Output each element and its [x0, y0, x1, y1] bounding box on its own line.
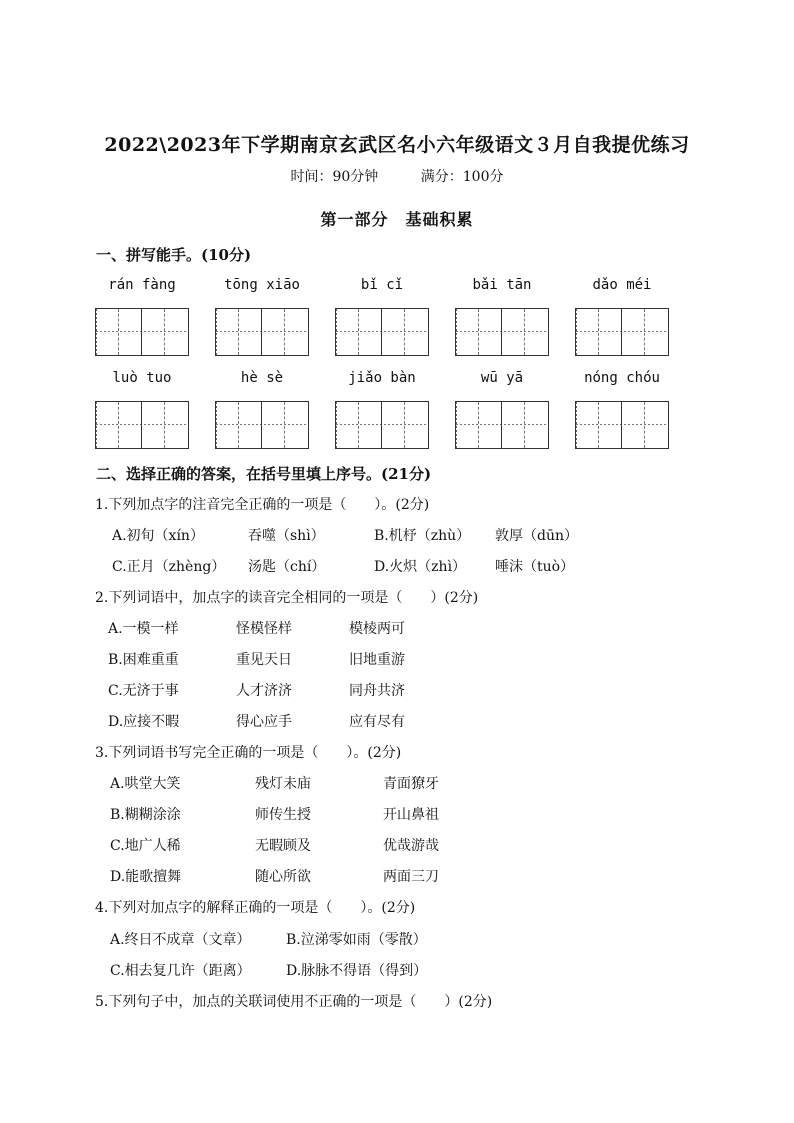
pinyin-label: nóng chóu [584, 370, 660, 386]
question-5: 5.下列句子中，加点的关联词使用不正确的一项是（ ）(2分) [95, 994, 493, 1010]
q1-option-c: C.正月（zhèng） [112, 559, 226, 575]
q1-option-c-word2: 汤匙（chí） [248, 559, 326, 575]
q2-option-a-word3: 模棱两可 [349, 621, 405, 637]
part-title: 第一部分 基础积累 [320, 210, 474, 229]
q3-option-c-word3: 优哉游哉 [383, 838, 439, 854]
writing-grid[interactable] [575, 401, 669, 449]
writing-grid[interactable] [575, 308, 669, 356]
pinyin-label: luò tuo [112, 370, 172, 386]
q3-option-b: B.糊糊涂涂 [110, 807, 181, 823]
q2-option-b-word3: 旧地重游 [349, 652, 405, 668]
pinyin-label: hè sè [240, 370, 284, 386]
q2-option-d-word3: 应有尽有 [349, 714, 405, 730]
q3-option-b-word2: 师传生授 [255, 807, 311, 823]
section2-title: 二、选择正确的答案，在括号里填上序号。(21分) [96, 465, 432, 483]
q1-option-d-word2: 唾沫（tuò） [495, 559, 575, 575]
pinyin-label: dǎo méi [592, 277, 652, 293]
pinyin-label: wū yā [480, 370, 524, 386]
q3-option-d-word3: 两面三刀 [383, 869, 439, 885]
pinyin-label: jiǎo bàn [348, 370, 416, 386]
q3-option-d: D.能歌擅舞 [110, 869, 182, 885]
q1-option-b: B.机杼（zhù） [374, 528, 471, 544]
writing-grid[interactable] [335, 401, 429, 449]
q3-option-c: C.地广人稀 [110, 838, 181, 854]
q3-option-a-word2: 残灯未庙 [255, 776, 311, 792]
q1-option-d: D.火炽（zhì） [374, 559, 467, 575]
q3-option-b-word3: 开山鼻祖 [383, 807, 439, 823]
writing-grid-row-2 [95, 401, 675, 449]
q2-option-a-word2: 怪模怪样 [236, 621, 292, 637]
pinyin-row-2 [95, 370, 675, 390]
writing-grid[interactable] [95, 401, 189, 449]
writing-grid[interactable] [215, 308, 309, 356]
q1-option-b-word2: 敦厚（dūn） [495, 528, 578, 544]
section1-title: 一、拼写能手。(10分) [96, 246, 252, 264]
q3-option-a-word3: 青面獠牙 [383, 776, 439, 792]
q2-option-b-word2: 重见天日 [236, 652, 292, 668]
q2-option-d-word2: 得心应手 [236, 714, 292, 730]
q4-option-c: C.相去复几许（距离） [110, 963, 251, 979]
q1-option-a-word2: 吞噬（shì） [248, 528, 325, 544]
exam-time: 时间：90分钟 [290, 169, 379, 185]
pinyin-row-1 [95, 277, 675, 297]
q3-option-d-word2: 随心所欲 [255, 869, 311, 885]
exam-score: 满分：100分 [420, 169, 504, 185]
pinyin-label: rán fàng [108, 277, 176, 293]
q2-option-a: A.一模一样 [108, 621, 179, 637]
pinyin-label: bǎi tān [472, 277, 532, 293]
q1-option-a: A.初旬（xín） [112, 528, 204, 544]
question-4: 4.下列对加点字的解释正确的一项是（ ）。(2分) [95, 900, 416, 916]
writing-grid[interactable] [95, 308, 189, 356]
q4-option-d: D.脉脉不得语（得到） [286, 963, 428, 979]
page-title: 2022\2023年下学期南京玄武区名小六年级语文３月自我提优练习 [104, 134, 690, 156]
writing-grid[interactable] [455, 401, 549, 449]
q2-option-b: B.困难重重 [108, 652, 179, 668]
q2-option-c-word2: 人才济济 [236, 683, 292, 699]
question-3: 3.下列词语书写完全正确的一项是（ ）。(2分) [95, 745, 402, 761]
writing-grid-row-1 [95, 308, 675, 356]
q2-option-c-word3: 同舟共济 [349, 683, 405, 699]
pinyin-label: tōng xiāo [224, 277, 300, 293]
q3-option-a: A.哄堂大笑 [110, 776, 181, 792]
writing-grid[interactable] [455, 308, 549, 356]
writing-grid[interactable] [215, 401, 309, 449]
q2-option-c: C.无济于事 [108, 683, 179, 699]
pinyin-label: bǐ cǐ [360, 277, 404, 293]
q4-option-b: B.泣涕零如雨（零散） [286, 932, 427, 948]
q4-option-a: A.终日不成章（文章） [110, 932, 251, 948]
q3-option-c-word2: 无暇顾及 [255, 838, 311, 854]
writing-grid[interactable] [335, 308, 429, 356]
question-1: 1.下列加点字的注音完全正确的一项是（ ）。(2分) [95, 497, 430, 513]
question-2: 2.下列词语中，加点字的读音完全相同的一项是（ ）(2分) [95, 590, 479, 606]
q2-option-d: D.应接不暇 [108, 714, 180, 730]
exam-info [0, 166, 794, 186]
